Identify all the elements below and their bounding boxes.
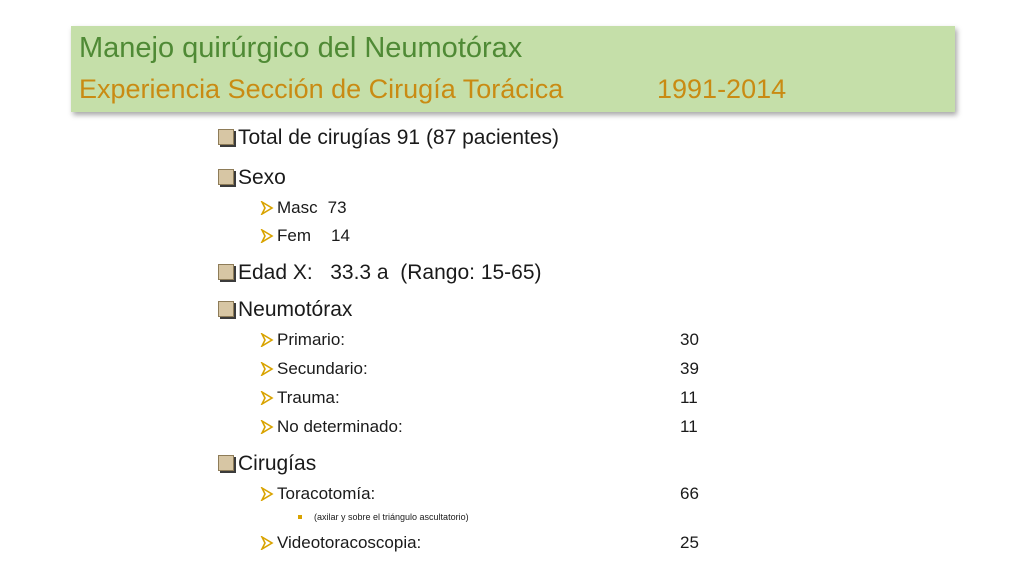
box-bullet-icon bbox=[218, 301, 234, 317]
arrow-bullet-icon bbox=[260, 391, 274, 405]
subtitle-years: 1991-2014 bbox=[657, 74, 787, 104]
sub-bullet-label: Primario: bbox=[277, 330, 346, 349]
arrow-bullet-icon bbox=[260, 333, 274, 347]
sub-bullet-no-determinado bbox=[260, 417, 403, 437]
value-no-determinado: 11 bbox=[680, 417, 698, 436]
arrow-bullet-icon bbox=[260, 487, 274, 501]
sub-bullet-secundario bbox=[260, 359, 368, 379]
bullet-text: Edad X: 33.3 a (Rango: 15-65) bbox=[238, 261, 542, 284]
arrow-bullet-icon bbox=[260, 362, 274, 376]
sub-bullet-fem bbox=[260, 226, 350, 246]
arrow-bullet-icon bbox=[260, 420, 274, 434]
sub-bullet-videotoracoscopia bbox=[260, 533, 421, 553]
arrow-bullet-icon bbox=[260, 229, 274, 243]
value-toracotomia: 66 bbox=[680, 484, 699, 503]
bullet-cirugias bbox=[218, 452, 316, 476]
sub-bullet-label: Masc bbox=[277, 198, 318, 217]
box-bullet-icon bbox=[218, 129, 234, 145]
sub-bullet-label: Fem bbox=[277, 226, 311, 245]
bullet-neumotorax bbox=[218, 298, 352, 322]
arrow-bullet-icon bbox=[260, 536, 274, 550]
sub-bullet-masc bbox=[260, 198, 347, 218]
value-trauma: 11 bbox=[680, 388, 698, 407]
sub-bullet-toracotomia bbox=[260, 484, 375, 504]
box-bullet-icon bbox=[218, 169, 234, 185]
sub-bullet-label: Trauma: bbox=[277, 388, 340, 407]
bullet-text: Total de cirugías 91 (87 pacientes) bbox=[238, 126, 560, 149]
subtitle-text: Experiencia Sección de Cirugía Torácica bbox=[79, 74, 564, 104]
value-videotoracoscopia: 25 bbox=[680, 533, 699, 552]
value-primario: 30 bbox=[680, 330, 699, 349]
sub-bullet-trauma bbox=[260, 388, 340, 408]
sub-bullet-value: 14 bbox=[331, 226, 350, 245]
box-bullet-icon bbox=[218, 264, 234, 280]
sub-bullet-primario bbox=[260, 330, 345, 350]
arrow-bullet-icon bbox=[260, 201, 274, 215]
box-bullet-icon bbox=[218, 455, 234, 471]
note-text: (axilar y sobre el triángulo ascultatorio) bbox=[314, 512, 469, 522]
bullet-edad bbox=[218, 261, 542, 285]
sub-bullet-label: No determinado: bbox=[277, 417, 403, 436]
sub-bullet-label: Videotoracoscopia: bbox=[277, 533, 422, 552]
sub-sub-bullet-note bbox=[298, 512, 469, 522]
bullet-sexo bbox=[218, 166, 286, 190]
bullet-text: Neumotórax bbox=[238, 298, 353, 321]
square-bullet-icon bbox=[298, 515, 302, 519]
slide-title: Manejo quirúrgico del Neumotórax bbox=[79, 32, 523, 64]
sub-bullet-value: 73 bbox=[327, 198, 347, 217]
value-secundario: 39 bbox=[680, 359, 699, 378]
bullet-total bbox=[218, 126, 559, 150]
bullet-text: Cirugías bbox=[238, 452, 317, 475]
sub-bullet-label: Toracotomía: bbox=[277, 484, 376, 503]
bullet-text: Sexo bbox=[238, 166, 286, 189]
sub-bullet-label: Secundario: bbox=[277, 359, 368, 378]
